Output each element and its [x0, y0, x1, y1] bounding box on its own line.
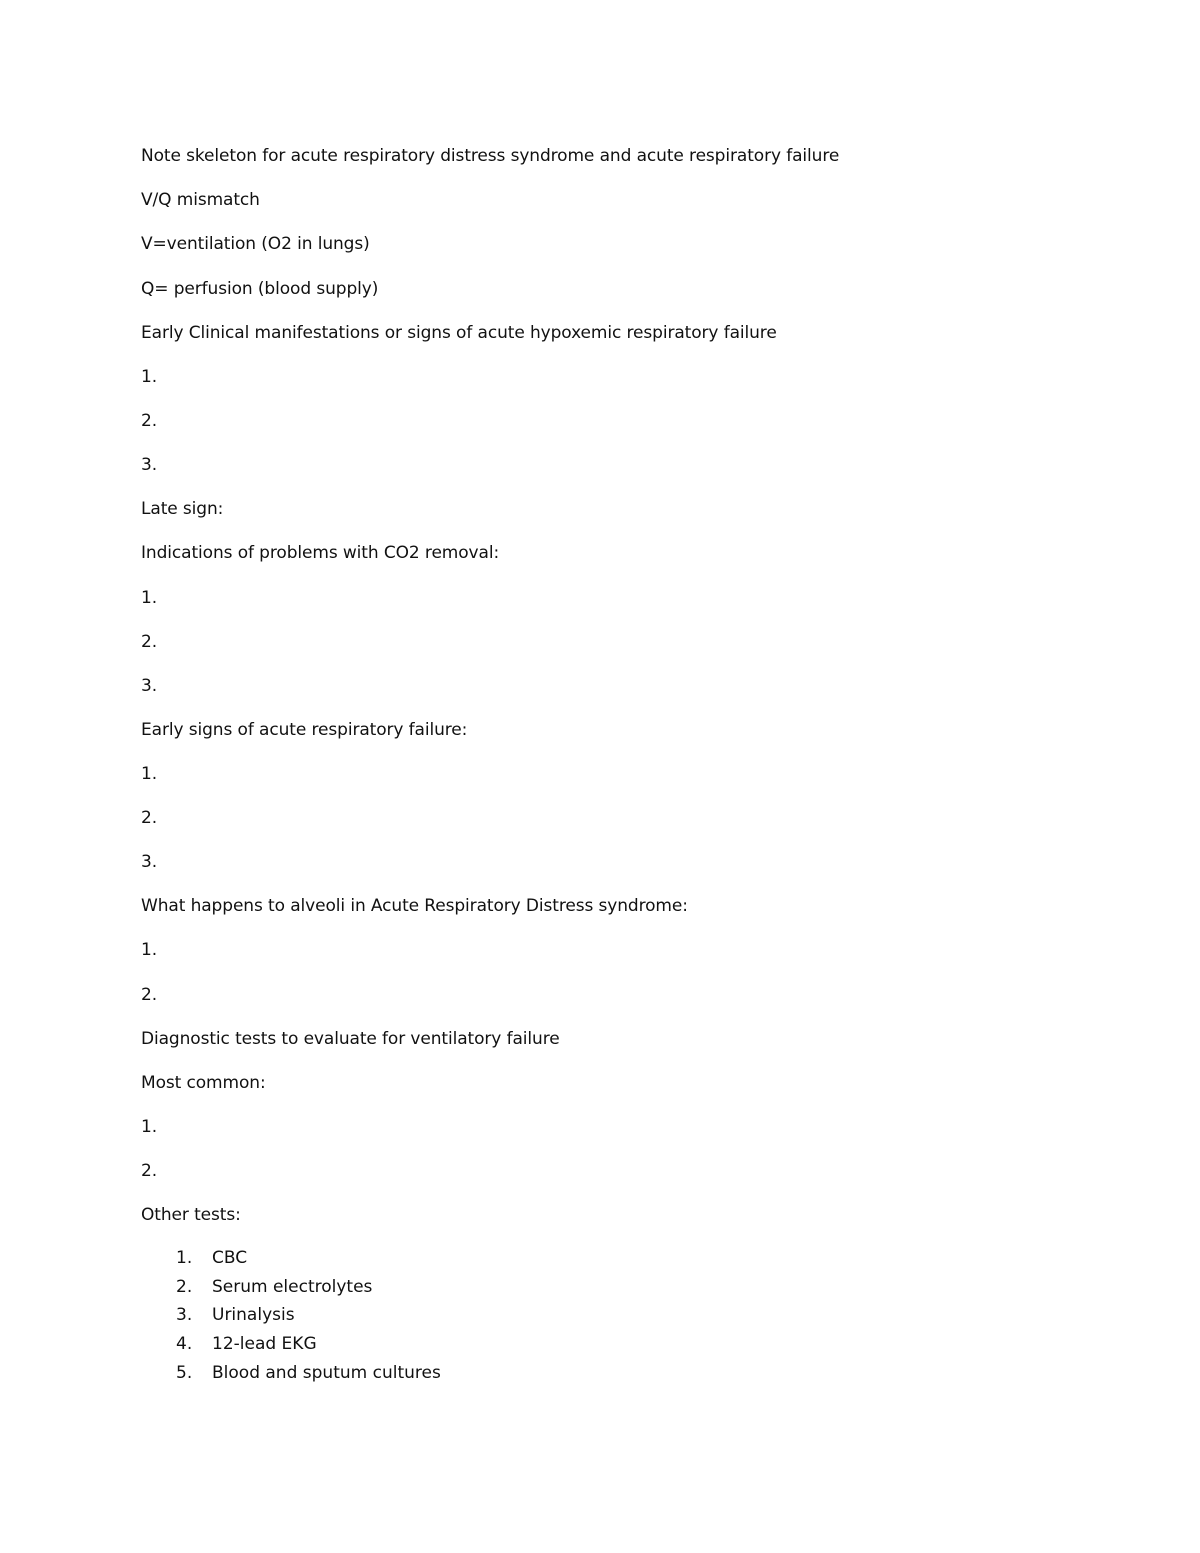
blank-item: 2. [141, 808, 158, 828]
blank-item: 1. [141, 367, 158, 387]
list-text: 12-lead EKG [212, 1334, 317, 1355]
document-title: Note skeleton for acute respiratory distress syndrome and acute respiratory failure [141, 146, 840, 166]
blank-item: 1. [141, 588, 158, 608]
other-tests-heading: Other tests: [141, 1205, 241, 1225]
list-text: Blood and sputum cultures [212, 1362, 441, 1383]
blank-item: 3. [141, 676, 158, 696]
vq-heading: V/Q mismatch [141, 190, 260, 210]
early-signs-heading: Early signs of acute respiratory failure: [141, 720, 468, 740]
list-number: 5. [176, 1362, 193, 1383]
ventilation-definition: V=ventilation (O2 in lungs) [141, 234, 370, 254]
blank-item: 2. [141, 411, 158, 431]
co2-removal-heading: Indications of problems with CO2 removal: [141, 543, 500, 563]
late-sign-heading: Late sign: [141, 499, 224, 519]
hypoxemic-signs-heading: Early Clinical manifestations or signs of acute hypoxemic respiratory failure [141, 323, 777, 343]
list-text: CBC [212, 1248, 248, 1268]
perfusion-definition: Q= perfusion (blood supply) [141, 279, 379, 299]
blank-item: 1. [141, 1117, 158, 1137]
blank-item: 1. [141, 764, 158, 784]
blank-item: 1. [141, 940, 158, 960]
blank-item: 3. [141, 455, 158, 475]
blank-item: 2. [141, 1161, 158, 1181]
list-number: 2. [176, 1276, 193, 1297]
list-text: Serum electrolytes [212, 1276, 373, 1297]
blank-item: 3. [141, 852, 158, 872]
list-number: 1. [176, 1248, 193, 1268]
list-text: Urinalysis [212, 1305, 295, 1326]
most-common-heading: Most common: [141, 1073, 266, 1093]
alveoli-heading: What happens to alveoli in Acute Respiratory Distress syndrome: [141, 896, 688, 916]
diagnostic-tests-heading: Diagnostic tests to evaluate for ventilatory failure [141, 1029, 560, 1049]
list-number: 4. [176, 1334, 193, 1355]
blank-item: 2. [141, 632, 158, 652]
list-number: 3. [176, 1305, 193, 1326]
blank-item: 2. [141, 985, 158, 1005]
